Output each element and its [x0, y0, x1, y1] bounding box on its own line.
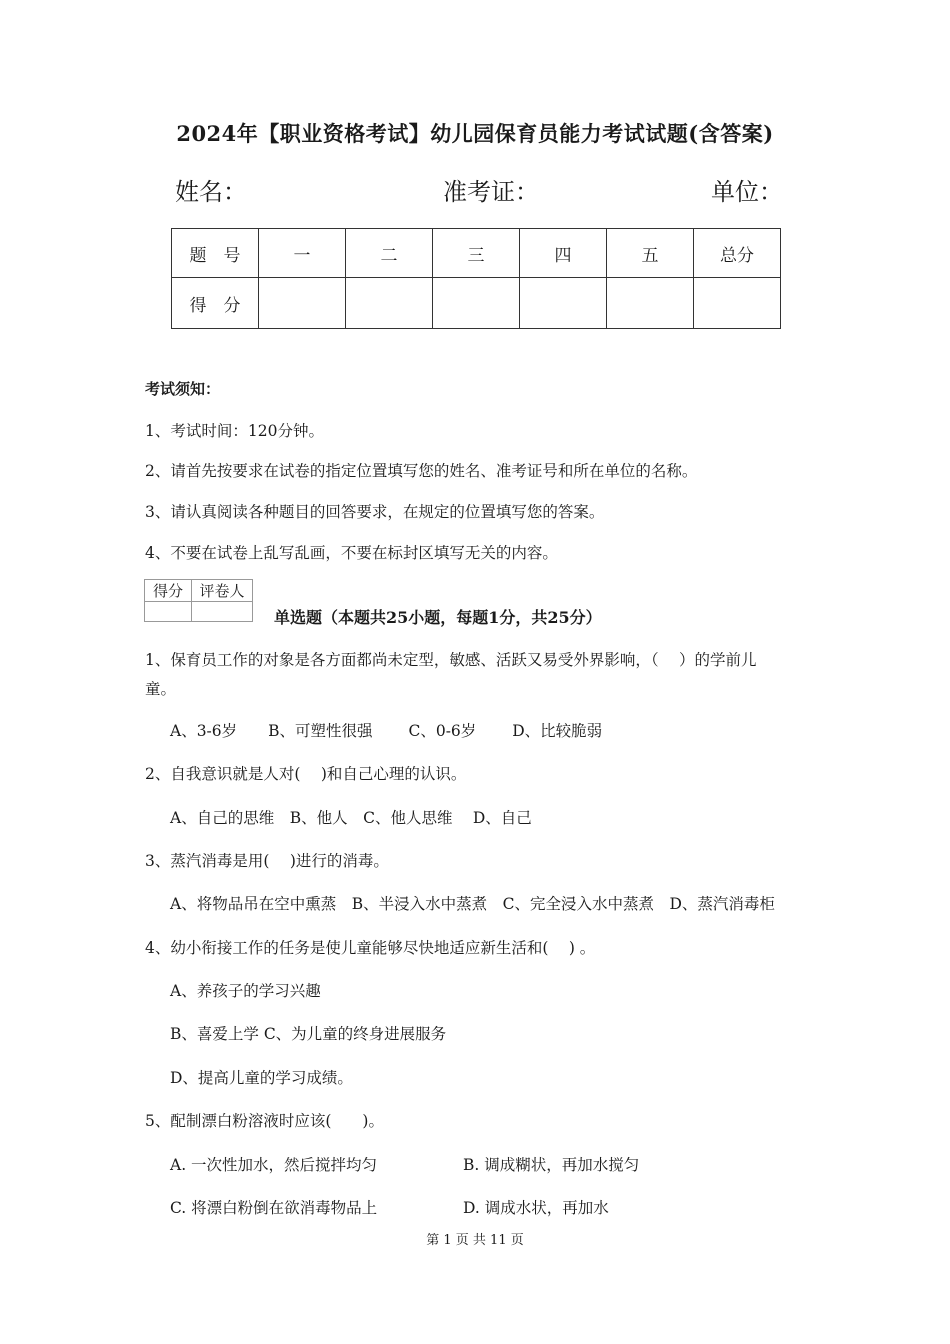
score-cell[interactable] [433, 278, 520, 329]
question-4-option-bc: B、喜爱上学 C、为儿童的终身进展服务 [170, 1025, 447, 1043]
name-field-label: 姓名： [175, 178, 247, 206]
question-4-option-d: D、提高儿童的学习成绩。 [170, 1069, 353, 1087]
score-cell[interactable] [346, 278, 433, 329]
grader-box-grader-label: 评卷人 [192, 580, 253, 602]
notice-item: 1、考试时间：120分钟。 [145, 422, 324, 440]
grader-box [144, 579, 253, 622]
grader-box-score-label: 得分 [145, 580, 192, 602]
question-3-text: 3、蒸汽消毒是用( )进行的消毒。 [145, 852, 389, 870]
question-1-text: 1、保育员工作的对象是各方面都尚未定型，敏感、活跃又易受外界影响，（ ）的学前儿 [145, 651, 757, 669]
score-table-score-row [172, 278, 781, 329]
question-2-text: 2、自我意识就是人对( )和自己心理的认识。 [145, 765, 467, 783]
score-table-header: 一 [259, 229, 346, 278]
page-title: 2024年【职业资格考试】幼儿园保育员能力考试试题(含答案) [176, 121, 774, 146]
notice-item: 3、请认真阅读各种题目的回答要求，在规定的位置填写您的答案。 [145, 503, 605, 521]
section-title: 单选题（本题共25小题，每题1分，共25分） [274, 608, 602, 627]
score-table-header: 题 号 [172, 229, 259, 278]
question-5-option-a: A. 一次性加水，然后搅拌均匀 [170, 1156, 378, 1174]
notice-item: 4、不要在试卷上乱写乱画，不要在标封区填写无关的内容。 [145, 544, 558, 562]
question-1-options: A、3-6岁 B、可塑性很强 C、0-6岁 D、比较脆弱 [170, 722, 603, 740]
question-4-text: 4、幼小衔接工作的任务是使儿童能够尽快地适应新生活和( ) 。 [145, 939, 596, 957]
page-footer: 第 1 页 共 11 页 [426, 1233, 524, 1248]
score-table-header: 总分 [694, 229, 781, 278]
score-cell[interactable] [259, 278, 346, 329]
question-2-options: A、自己的思维 B、他人 C、他人思维 D、自己 [170, 809, 532, 827]
score-cell[interactable] [694, 278, 781, 329]
question-3-options: A、将物品吊在空中熏蒸 B、半浸入水中蒸煮 C、完全浸入水中蒸煮 D、蒸汽消毒柜 [170, 895, 775, 913]
notice-item: 2、请首先按要求在试卷的指定位置填写您的姓名、准考证号和所在单位的名称。 [145, 462, 698, 480]
score-table-header: 四 [520, 229, 607, 278]
question-1-text-cont: 童。 [145, 680, 177, 698]
grader-box-score-cell[interactable] [145, 602, 192, 622]
score-row-label: 得 分 [172, 278, 259, 329]
exam-number-field-label: 准考证： [443, 178, 539, 206]
score-table-header: 五 [607, 229, 694, 278]
question-5-text: 5、配制漂白粉溶液时应该( )。 [145, 1112, 384, 1130]
grader-box-grader-cell[interactable] [192, 602, 253, 622]
score-table-header: 二 [346, 229, 433, 278]
question-5-option-d: D. 调成水状，再加水 [463, 1199, 609, 1217]
score-table [171, 228, 781, 329]
score-table-header: 三 [433, 229, 520, 278]
score-table-header-row [172, 229, 781, 278]
score-cell[interactable] [607, 278, 694, 329]
score-cell[interactable] [520, 278, 607, 329]
question-5-option-b: B. 调成糊状，再加水搅匀 [463, 1156, 640, 1174]
unit-field-label: 单位： [711, 178, 783, 206]
notice-heading: 考试须知： [145, 380, 221, 398]
question-5-option-c: C. 将漂白粉倒在欲消毒物品上 [170, 1199, 378, 1217]
question-4-option-a: A、养孩子的学习兴趣 [170, 982, 321, 1000]
